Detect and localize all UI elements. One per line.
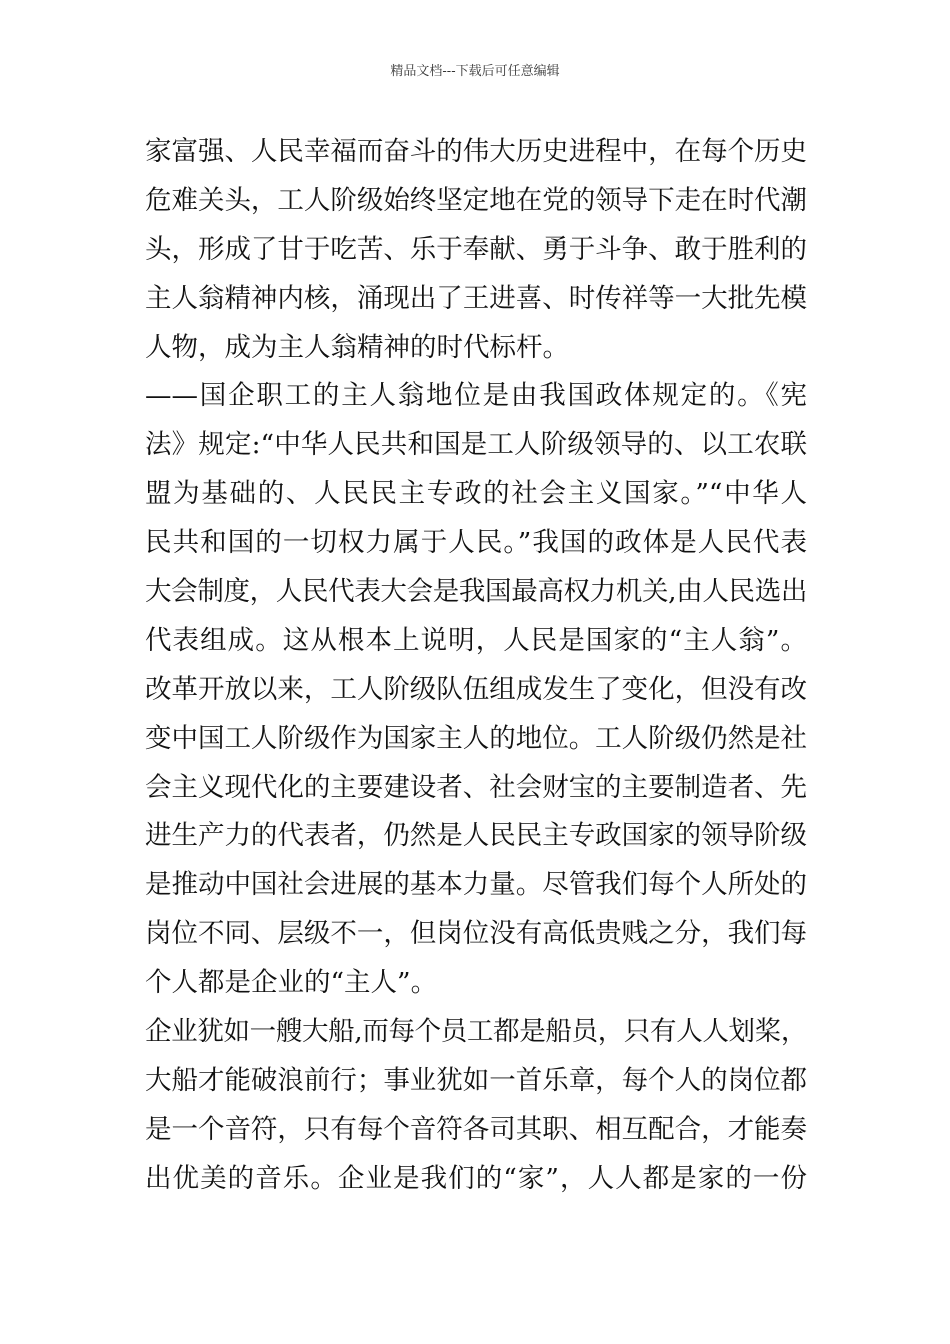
text-line: 人物，成为主人翁精神的时代标杆。 (145, 331, 569, 363)
text-line: 变中国工人阶级作为国家主人的地位。工人阶级仍然是社 (145, 722, 807, 754)
page-header: 精品文档---下载后可任意编辑 (390, 64, 560, 79)
text-line: 个人都是企业的“主人”。 (145, 967, 438, 999)
text-line: 法》规定:“中华人民共和国是工人阶级领导的、以工农联 (145, 429, 807, 461)
text-line: 危难关头，工人阶级始终坚定地在党的领导下走在时代潮 (145, 184, 807, 216)
text-line: 家富强、人民幸福而奋斗的伟大历史进程中，在每个历史 (145, 136, 807, 167)
text-line: 是推动中国社会进展的基本力量。尽管我们每个人所处的 (145, 869, 807, 901)
text-line: 大船才能破浪前行；事业犹如一首乐章，每个人的岗位都 (145, 1064, 807, 1096)
text-line: 岗位不同、层级不一，但岗位没有高低贵贱之分，我们每 (145, 918, 807, 950)
text-line: ——国企职工的主人翁地位是由我国政体规定的。《宪 (145, 380, 807, 412)
text-line: 主人翁精神内核，涌现出了王进喜、时传祥等一大批先模 (145, 282, 807, 314)
text-line: 企业犹如一艘大船,而每个员工都是船员，只有人人划桨， (145, 1016, 807, 1048)
document-body (145, 128, 807, 1204)
text-line: 头，形成了甘于吃苦、乐于奉献、勇于斗争、敢于胜利的 (145, 233, 807, 265)
text-line: 改革开放以来，工人阶级队伍组成发生了变化，但没有改 (145, 673, 807, 705)
text-line: 民共和国的一切权力属于人民。”我国的政体是人民代表 (145, 527, 807, 559)
text-line: 大会制度，人民代表大会是我国最高权力机关,由人民选出 (145, 576, 807, 608)
text-line: 是一个音符，只有每个音符各司其职、相互配合，才能奏 (145, 1113, 807, 1145)
text-line: 盟为基础的、人民民主专政的社会主义国家。”“中华人 (145, 478, 807, 510)
text-line: 出优美的音乐。企业是我们的“家”，人人都是家的一份 (145, 1162, 807, 1194)
text-line: 代表组成。这从根本上说明，人民是国家的“主人翁”。 (145, 624, 807, 656)
text-line: 进生产力的代表者，仍然是人民民主专政国家的领导阶级 (145, 820, 807, 852)
text-line: 会主义现代化的主要建设者、社会财宝的主要制造者、先 (145, 771, 807, 803)
